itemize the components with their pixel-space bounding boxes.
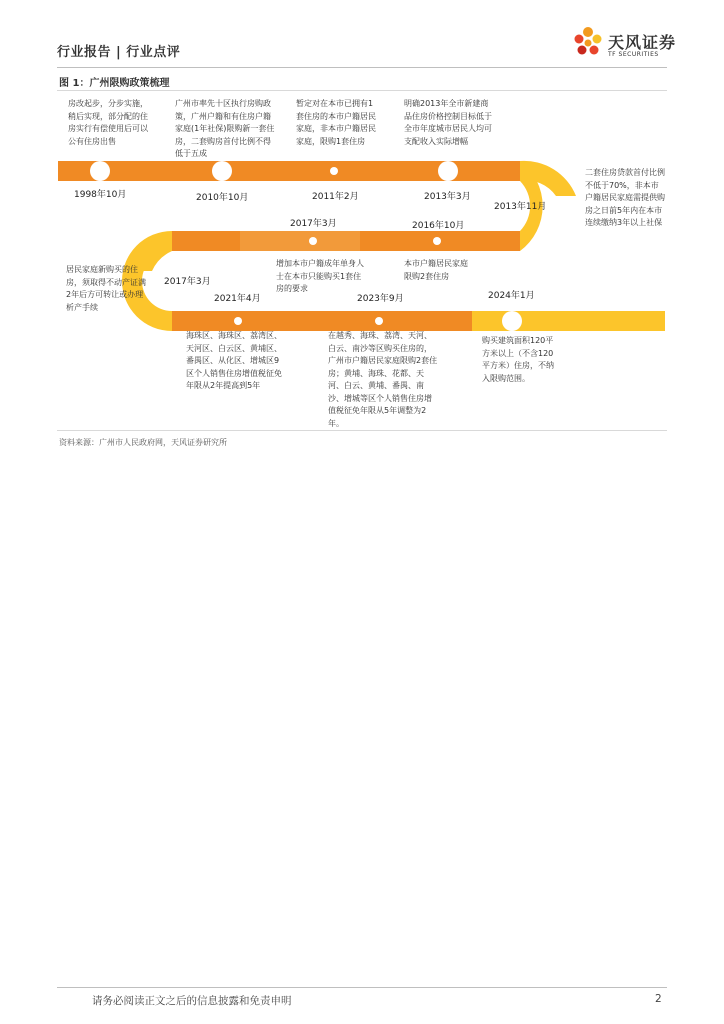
report-category: 行业报告 | 行业点评 [57, 45, 181, 60]
date-2021: 2021年4月 [214, 294, 261, 304]
page-number: 2 [655, 993, 662, 1005]
logo-sub: TF SECURITIES [608, 51, 659, 58]
logo-name: 天风证券 [608, 33, 677, 52]
date-2016: 2016年10月 [412, 221, 465, 231]
node-2023 [375, 317, 383, 325]
note-1998: 房改起步，分步实施，稍后实现，部分配的住房实行有偿使用后可以公有住房出售 [68, 99, 148, 146]
note-2010: 广州市率先十区执行房购政策，广州户籍和有住房户籍家庭(1年社保)限购新一套住房，二套购房首付比例不得低于五成 [175, 99, 275, 158]
date-2013-3: 2013年3月 [424, 192, 471, 202]
footer-disclaimer: 请务必阅读正文之后的信息披露和免责申明 [92, 995, 292, 1007]
note-2024: 购买建筑面积120平方米以上（不含120平方米）住房，不纳入限购范围。 [482, 336, 554, 383]
footer-divider [57, 987, 667, 988]
node-2010 [212, 161, 232, 181]
date-2017-3a: 2017年3月 [290, 219, 337, 229]
date-2024: 2024年1月 [488, 291, 535, 301]
date-2013-11: 2013年11月 [494, 202, 547, 212]
node-2011 [330, 167, 338, 175]
figure-title: 图 1：广州限购政策梳理 [59, 78, 170, 89]
source-divider [57, 430, 667, 431]
date-2010: 2010年10月 [196, 193, 249, 203]
date-1998: 1998年10月 [74, 190, 127, 200]
node-2017-3 [309, 237, 317, 245]
note-2017-3b: 居民家庭新购买的住房，须取得不动产证满2年后方可转让或办理析产手续 [66, 265, 146, 312]
node-1998 [90, 161, 110, 181]
date-2011: 2011年2月 [312, 192, 359, 202]
date-2017-3b: 2017年3月 [164, 277, 211, 287]
note-2017-3a: 增加本市户籍成年单身人士在本市只能购买1套住房的要求 [276, 259, 364, 293]
date-2023: 2023年9月 [357, 294, 404, 304]
note-2011: 暂定对在本市已拥有1套住房的本市户籍居民家庭，非本市户籍居民家庭，限购1套住房 [296, 99, 376, 146]
note-2013-3: 明确2013年全市新建商品住房价格控制目标低于全市年度城市居民人均可支配收入实际增幅 [404, 99, 492, 146]
figure-source: 资料来源：广州市人民政府网，天风证券研究所 [59, 438, 227, 447]
note-2016: 本市户籍居民家庭限购2套住房 [404, 259, 468, 281]
node-2013-3 [438, 161, 458, 181]
node-2024 [502, 311, 522, 331]
note-2013-11: 二套住房贷款首付比例不低于70%，非本市户籍居民家庭需提供购房之日前5年内在本市连续缴纳3年以上社保 [585, 168, 665, 227]
node-2021 [234, 317, 242, 325]
node-2016 [433, 237, 441, 245]
note-2023: 在越秀、海珠、荔湾、天河、白云、南沙等区购买住房的，广州市户籍居民家庭限购2套住房；黄埔、海珠、花都、天河、白云、黄埔、番禺、南沙、增城等区个人销售住房增值税征免年限从5年调整为2年。 [328, 331, 438, 428]
note-2021: 海珠区、海珠区、荔湾区、天河区、白云区、黄埔区、番禺区、从化区、增城区9区个人销售住房增值税征免年限从2年提高到5年 [186, 331, 282, 390]
